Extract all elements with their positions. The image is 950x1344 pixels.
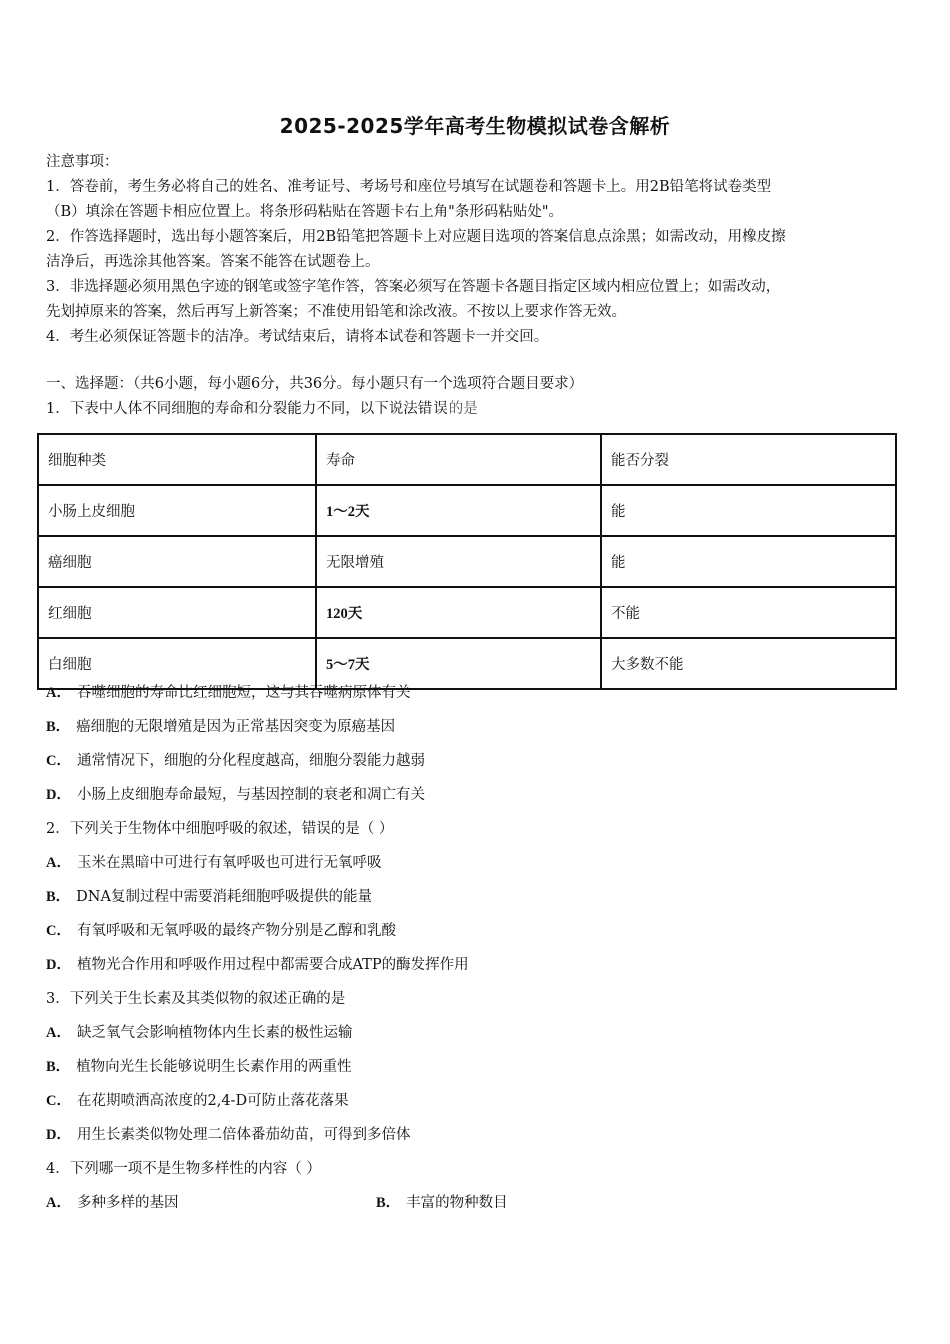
- option-label: A．: [46, 1025, 71, 1041]
- option-label: B．: [46, 719, 71, 735]
- table-cell: 能: [601, 536, 896, 587]
- table-cell: 120天: [316, 587, 601, 638]
- question-3-stem: 3．下列关于生长素及其类似物的叙述正确的是: [46, 991, 346, 1007]
- question-4-options-row: [46, 1186, 906, 1220]
- question-1-stem: [46, 397, 906, 422]
- table-cell: 不能: [601, 587, 896, 638]
- option-text: 在花期喷洒高浓度的2,4-D可防止落花落果: [76, 1093, 349, 1109]
- option-text: 植物光合作用和呼吸作用过程中都需要合成ATP的酶发挥作用: [76, 957, 469, 973]
- option-text: 小肠上皮细胞寿命最短，与基因控制的衰老和凋亡有关: [76, 787, 425, 803]
- table-cell: 大多数不能: [601, 638, 896, 689]
- table-cell: 小肠上皮细胞: [38, 485, 316, 536]
- table-header-cell: 能否分裂: [601, 434, 896, 485]
- table-header-cell: 细胞种类: [38, 434, 316, 485]
- table-cell: 癌细胞: [38, 536, 316, 587]
- table-cell: 5～7天: [316, 638, 601, 689]
- option-q2-b: [46, 880, 906, 914]
- table-cell: 红细胞: [38, 587, 316, 638]
- option-q3-c: [46, 1084, 906, 1118]
- option-text: 玉米在黑暗中可进行有氧呼吸也可进行无氧呼吸: [76, 855, 382, 871]
- option-label: C．: [46, 1093, 71, 1109]
- notice-line: 3．非选择题必须用黑色字迹的钢笔或签字笔作答，答案必须写在答题卡各题目指定区域内相应位置上；如需改动，: [46, 279, 781, 295]
- option-label: B．: [376, 1195, 401, 1211]
- table-cell: 白细胞: [38, 638, 316, 689]
- option-label: A．: [46, 1195, 71, 1211]
- option-text: 吞噬细胞的寿命比红细胞短，这与其吞噬病原体有关: [76, 685, 411, 701]
- table-header-cell: 寿命: [316, 434, 601, 485]
- notice-block: [46, 150, 906, 350]
- option-text: 癌细胞的无限增殖是因为正常基因突变为原癌基因: [76, 719, 396, 735]
- questions-area: [46, 676, 906, 1220]
- question-1-emphasis: 错误: [417, 401, 449, 417]
- option-q1-d: [46, 778, 906, 812]
- option-q3-b: [46, 1050, 906, 1084]
- section-block: [46, 372, 906, 422]
- option-label: B．: [46, 1059, 71, 1075]
- table-row: [38, 485, 896, 536]
- option-q1-c: [46, 744, 906, 778]
- table-cell: 能: [601, 485, 896, 536]
- option-q2-a: [46, 846, 906, 880]
- option-text: 用生长素类似物处理二倍体番茄幼苗，可得到多倍体: [76, 1127, 411, 1143]
- option-q2-d: [46, 948, 906, 982]
- option-text: 通常情况下，细胞的分化程度越高，细胞分裂能力越弱: [76, 753, 425, 769]
- option-text: 有氧呼吸和无氧呼吸的最终产物分别是乙醇和乳酸: [76, 923, 396, 939]
- question-4-stem: 4．下列哪一项不是生物多样性的内容（ ）: [46, 1161, 321, 1177]
- option-q4-a: [46, 1186, 376, 1220]
- option-label: A．: [46, 685, 71, 701]
- question-1-stem-end: 的是: [448, 401, 478, 417]
- option-q3-d: [46, 1118, 906, 1152]
- notice-line: 1．答卷前，考生务必将自己的姓名、准考证号、考场号和座位号填写在试题卷和答题卡上。用2B铅笔将试卷类型: [46, 179, 772, 195]
- notice-line: 4．考生必须保证答题卡的洁净。考试结束后，请将本试卷和答题卡一并交回。: [46, 329, 549, 345]
- table-cell: 1～2天: [316, 485, 601, 536]
- option-label: B．: [46, 889, 71, 905]
- notice-heading: 注意事项：: [46, 154, 119, 170]
- option-label: C．: [46, 753, 71, 769]
- table-row: [38, 587, 896, 638]
- cell-lifespan-table: [37, 433, 897, 690]
- option-label: A．: [46, 855, 71, 871]
- table-row: [38, 536, 896, 587]
- option-text: 多种多样的基因: [76, 1195, 179, 1211]
- option-text: DNA复制过程中需要消耗细胞呼吸提供的能量: [76, 889, 372, 905]
- notice-line: 洁净后，再选涂其他答案。答案不能答在试题卷上。: [46, 254, 380, 270]
- option-text: 植物向光生长能够说明生长素作用的两重性: [76, 1059, 352, 1075]
- table-header-row: [38, 434, 896, 485]
- question-1-stem-text: 1．下表中人体不同细胞的寿命和分裂能力不同，以下说法: [46, 401, 418, 417]
- option-q2-c: [46, 914, 906, 948]
- section-heading: 一、选择题：（共6小题，每小题6分，共36分。每小题只有一个选项符合题目要求）: [46, 376, 584, 392]
- option-label: D．: [46, 787, 71, 803]
- notice-line: （B）填涂在答题卡相应位置上。将条形码粘贴在答题卡右上角"条形码粘贴处"。: [46, 204, 563, 220]
- question-2-stem: 2．下列关于生物体中细胞呼吸的叙述，错误的是（ ）: [46, 821, 394, 837]
- notice-line: 2．作答选择题时，选出每小题答案后，用2B铅笔把答题卡上对应题目选项的答案信息点涂黑；如需改动，用橡皮擦: [46, 229, 786, 245]
- notice-line: 先划掉原来的答案，然后再写上新答案；不准使用铅笔和涂改液。不按以上要求作答无效。: [46, 304, 626, 320]
- option-label: C．: [46, 923, 71, 939]
- option-q1-a: [46, 676, 906, 710]
- option-text: 丰富的物种数目: [406, 1195, 508, 1211]
- option-q4-b: [376, 1186, 706, 1220]
- option-q3-a: [46, 1016, 906, 1050]
- page-title: 2025-2025学年高考生物模拟试卷含解析: [279, 114, 671, 138]
- option-label: D．: [46, 957, 71, 973]
- table-cell: 无限增殖: [316, 536, 601, 587]
- option-label: D．: [46, 1127, 71, 1143]
- option-q1-b: [46, 710, 906, 744]
- option-text: 缺乏氧气会影响植物体内生长素的极性运输: [76, 1025, 353, 1041]
